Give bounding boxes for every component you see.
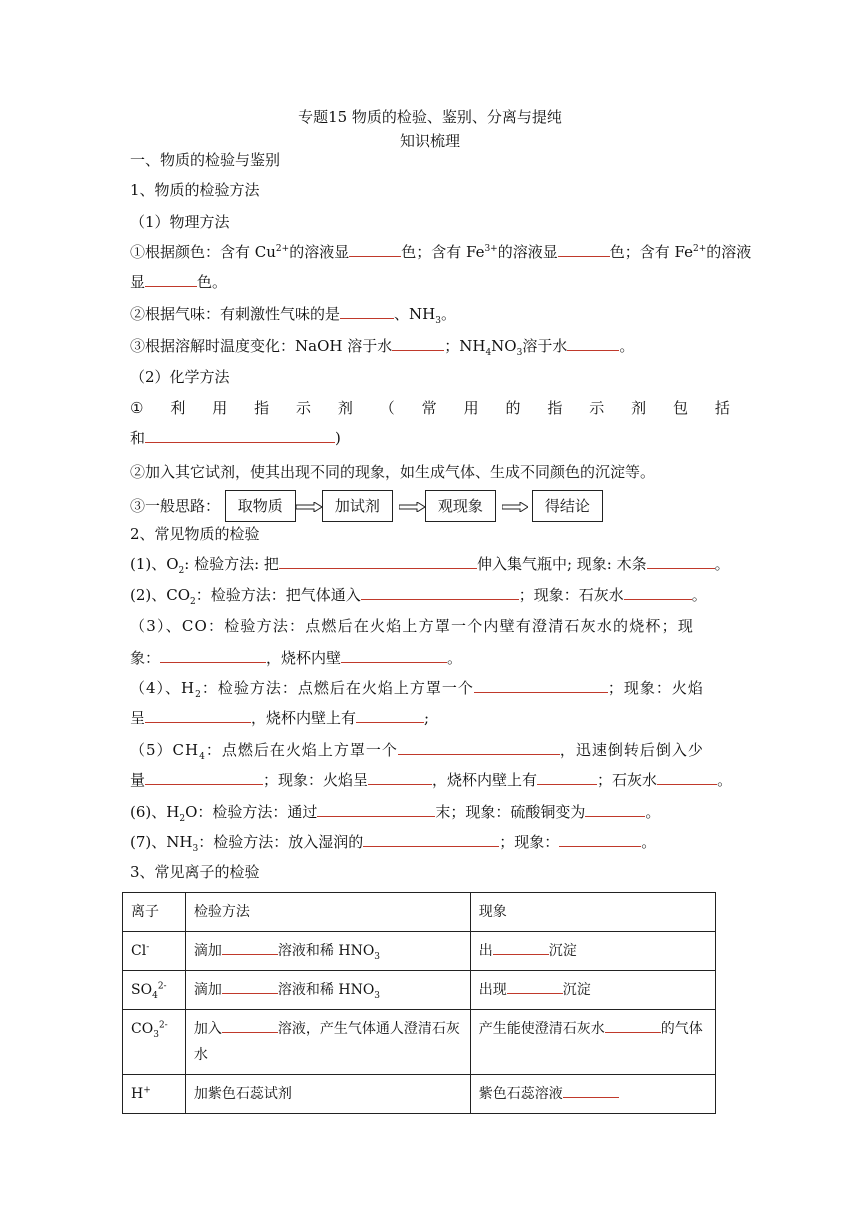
text-line: (7)、$NH_3$：检验方法：放入湿润的 ；现象： 。 bbox=[130, 833, 657, 854]
text-line: ①根据颜色：含有 $Cu^{2+}$的溶液显 色；含有 $Fe^{3+}$的溶液显 色；含有 $Fe^{2+}$的溶液 bbox=[130, 243, 752, 261]
answer-blank[interactable] bbox=[222, 940, 278, 955]
answer-blank[interactable] bbox=[222, 979, 278, 994]
answer-blank[interactable] bbox=[145, 770, 263, 785]
answer-blank[interactable] bbox=[507, 979, 563, 994]
answer-blank[interactable] bbox=[363, 832, 499, 847]
ion-cell: $CO_3^{2-}$ bbox=[123, 1010, 186, 1075]
table-row bbox=[123, 1010, 716, 1075]
text-line: ②根据气味：有刺激性气味的是 、$NH_3$。 bbox=[130, 305, 456, 326]
subsection-heading: 3、常见离子的检验 bbox=[130, 863, 260, 881]
flow-step: 观现象 bbox=[425, 490, 496, 522]
ion-cell: Cl- bbox=[123, 932, 186, 971]
page-title: 专题15 物质的检验、鉴别、分离与提纯 bbox=[298, 108, 562, 126]
answer-blank[interactable] bbox=[567, 336, 619, 351]
answer-blank[interactable] bbox=[349, 242, 401, 257]
answer-blank[interactable] bbox=[605, 1018, 661, 1033]
answer-blank[interactable] bbox=[145, 428, 335, 443]
phenomenon-cell: 出 沉淀 bbox=[470, 932, 715, 971]
text-line: （3）、CO：检验方法：点燃后在火焰上方罩一个内壁有澄清石灰水的烧杯；现 bbox=[130, 617, 695, 635]
text-line: (6)、$H_2O$：检验方法：通过 末；现象：硫酸铜变为 。 bbox=[130, 803, 661, 824]
answer-blank[interactable] bbox=[558, 242, 610, 257]
table-header-cell: 检验方法 bbox=[185, 893, 470, 932]
answer-blank[interactable] bbox=[279, 554, 477, 569]
answer-blank[interactable] bbox=[145, 272, 197, 287]
subsection-heading: 1、物质的检验方法 bbox=[130, 181, 260, 199]
table-header-row bbox=[123, 893, 716, 932]
answer-blank[interactable] bbox=[474, 678, 608, 693]
answer-blank[interactable] bbox=[624, 585, 692, 600]
phenomenon-cell: 产生能使澄清石灰水 的气体 bbox=[470, 1010, 715, 1075]
phenomenon-cell: 紫色石蕊溶液 bbox=[470, 1075, 715, 1114]
text-line: (2)、$CO_2$：检验方法：把气体通入 ；现象：石灰水 。 bbox=[130, 586, 707, 607]
answer-blank[interactable] bbox=[392, 336, 444, 351]
ion-cell: $SO_4^{2-}$ bbox=[123, 971, 186, 1010]
answer-blank[interactable] bbox=[657, 770, 717, 785]
text-line: (1)、$O_2$: 检验方法: 把 伸入集气瓶中; 现象: 木条 。 bbox=[130, 555, 730, 576]
ion-cell: H+ bbox=[123, 1075, 186, 1114]
answer-blank[interactable] bbox=[368, 770, 432, 785]
text-line: ③根据溶解时温度变化：NaOH 溶于水 ；$NH_4NO_3$溶于水 。 bbox=[130, 337, 635, 358]
table-header-cell: 离子 bbox=[123, 893, 186, 932]
flow-step: 得结论 bbox=[532, 490, 603, 522]
arrow-icon bbox=[502, 502, 528, 512]
table-header-cell: 现象 bbox=[470, 893, 715, 932]
method-cell: 滴加 溶液和稀 $HNO_3$ bbox=[185, 932, 470, 971]
answer-blank[interactable] bbox=[160, 648, 266, 663]
answer-blank[interactable] bbox=[537, 770, 597, 785]
table-row bbox=[123, 971, 716, 1010]
phenomenon-cell: 出现 沉淀 bbox=[470, 971, 715, 1010]
answer-blank[interactable] bbox=[356, 708, 424, 723]
method-cell: 加紫色石蕊试剂 bbox=[185, 1075, 470, 1114]
answer-blank[interactable] bbox=[493, 940, 549, 955]
arrow-icon bbox=[296, 502, 322, 512]
answer-blank[interactable] bbox=[559, 832, 641, 847]
text-line: ②加入其它试剂，使其出现不同的现象，如生成气体、生成不同颜色的沉淀等。 bbox=[130, 463, 656, 481]
answer-blank[interactable] bbox=[222, 1018, 278, 1033]
table-row bbox=[123, 1075, 716, 1114]
subsection-heading: 2、常见物质的检验 bbox=[130, 525, 260, 543]
answer-blank[interactable] bbox=[585, 802, 645, 817]
answer-blank[interactable] bbox=[563, 1083, 619, 1098]
subsection-heading: （1）物理方法 bbox=[130, 213, 230, 231]
section-heading: 一、物质的检验与鉴别 bbox=[130, 151, 281, 169]
answer-blank[interactable] bbox=[341, 648, 447, 663]
text-line: 呈 ，烧杯内壁上有 ; bbox=[130, 709, 430, 727]
text-line: 显 色。 bbox=[130, 273, 228, 291]
text-line: $(5)CH_4$：点燃后在火焰上方罩一个 ，迅速倒转后倒入少 bbox=[130, 741, 704, 762]
answer-blank[interactable] bbox=[361, 585, 519, 600]
arrow-icon bbox=[399, 502, 425, 512]
answer-blank[interactable] bbox=[647, 554, 715, 569]
method-cell: 加入 溶液，产生气体通人澄清石灰水 bbox=[185, 1010, 470, 1075]
answer-blank[interactable] bbox=[340, 304, 394, 319]
answer-blank[interactable] bbox=[145, 708, 251, 723]
ion-test-table bbox=[122, 892, 716, 1114]
answer-blank[interactable] bbox=[317, 802, 435, 817]
text-line: 和 ) bbox=[130, 429, 341, 447]
method-cell: 滴加 溶液和稀 $HNO_3$ bbox=[185, 971, 470, 1010]
text-line-justified: ① 利 用 指 示 剂 （ 常 用 的 指 示 剂 包 括 bbox=[130, 399, 730, 417]
flow-step: 加试剂 bbox=[322, 490, 393, 522]
subsection-heading: （2）化学方法 bbox=[130, 368, 230, 386]
text-line: 量 ；现象：火焰呈 ，烧杯内壁上有 ；石灰水 。 bbox=[130, 771, 733, 789]
answer-blank[interactable] bbox=[398, 740, 560, 755]
page-subtitle: 知识梳理 bbox=[399, 132, 460, 150]
flow-step: 取物质 bbox=[225, 490, 296, 522]
text-line: （4）、$H_2$：检验方法：点燃后在火焰上方罩一个 ；现象：火焰 bbox=[130, 679, 704, 700]
text-line: 象： ，烧杯内壁 。 bbox=[130, 649, 463, 667]
table-row bbox=[123, 932, 716, 971]
flow-diagram: ③一般思路： 取物质 加试剂 观现象 得结论 bbox=[130, 490, 603, 522]
